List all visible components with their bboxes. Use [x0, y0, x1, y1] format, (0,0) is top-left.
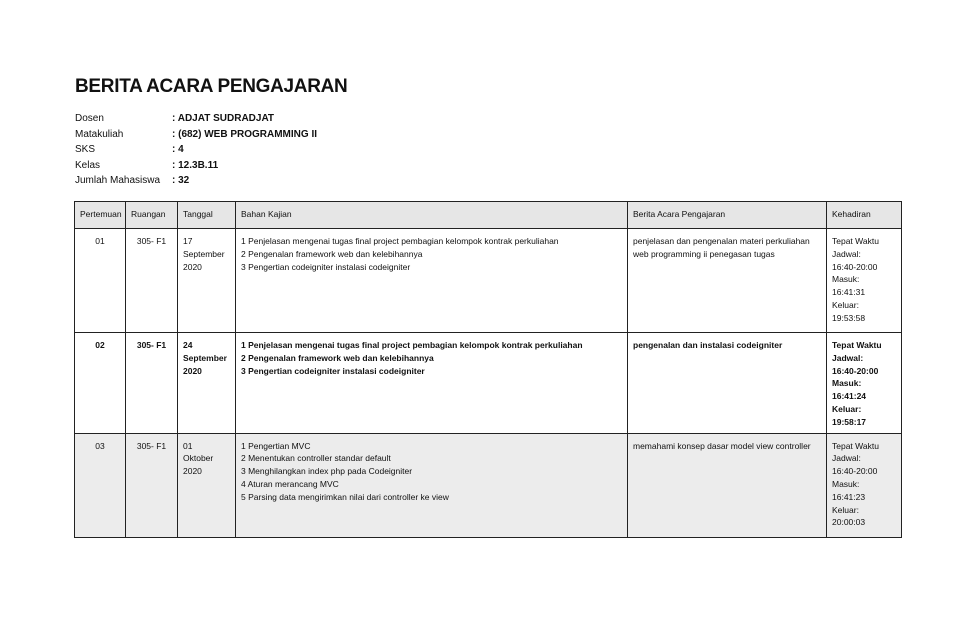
header-ruangan: Ruangan [126, 202, 178, 229]
kehadiran-keluar-label: Keluar: [832, 299, 859, 310]
bahan-item: 1 Pengertian MVC [241, 440, 311, 451]
cell-ruangan: 305- F1 [126, 433, 178, 537]
kehadiran-jadwal-value: 16:40-20:00 [832, 466, 878, 477]
tanggal-month: September [183, 248, 225, 259]
kehadiran-keluar-label: Keluar: [832, 403, 862, 414]
header-berita-acara: Berita Acara Pengajaran [628, 202, 827, 229]
cell-bahan-kajian [236, 333, 628, 434]
tanggal-day: 01 [183, 440, 193, 451]
jumlah-mahasiswa-label: Jumlah Mahasiswa [75, 175, 161, 186]
tanggal-month: September [183, 352, 227, 363]
kehadiran-jadwal-value: 16:40-20:00 [832, 365, 879, 376]
info-row-kelas [75, 158, 317, 174]
kehadiran-jadwal-label: Jadwal: [832, 352, 864, 363]
matakuliah-label: Matakuliah [75, 128, 124, 140]
kehadiran-masuk-label: Masuk: [832, 478, 860, 489]
dosen-label: Dosen [75, 113, 104, 124]
info-row-dosen [75, 111, 317, 127]
sks-value: : 4 [172, 144, 184, 155]
course-info [75, 111, 317, 189]
kelas-value: : 12.3B.11 [172, 159, 219, 171]
bahan-item: 5 Parsing data mengirimkan nilai dari controller ke view [241, 491, 449, 502]
kehadiran-jadwal-label: Jadwal: [832, 248, 861, 259]
cell-kehadiran [827, 333, 902, 434]
cell-kehadiran [827, 229, 902, 333]
cell-pertemuan: 03 [75, 433, 126, 537]
kehadiran-masuk-value: 16:41:24 [832, 391, 867, 402]
tanggal-year: 2020 [183, 365, 202, 376]
tanggal-year: 2020 [183, 466, 202, 477]
kehadiran-status: Tepat Waktu [832, 440, 879, 451]
tanggal-month: Oktober [183, 453, 214, 464]
sks-label: SKS [75, 144, 96, 155]
cell-berita-acara: memahami konsep dasar model view controller [628, 433, 827, 537]
tanggal-day: 24 [183, 340, 193, 350]
info-row-sks [75, 142, 317, 158]
cell-tanggal [178, 229, 236, 333]
cell-berita-acara: pengenalan dan instalasi codeigniter [628, 333, 827, 434]
cell-pertemuan: 01 [75, 229, 126, 333]
dosen-value: : ADJAT SUDRADJAT [172, 113, 275, 124]
kehadiran-jadwal-label: Jadwal: [832, 453, 861, 464]
kehadiran-keluar-value: 20:00:03 [832, 517, 866, 528]
table-row [75, 229, 902, 333]
bahan-item: 1 Penjelasan mengenai tugas final project pembagian kelompok kontrak perkuliahan [241, 340, 583, 350]
bahan-item: 3 Pengertian codeigniter instalasi codeigniter [241, 261, 411, 272]
cell-tanggal [178, 433, 236, 537]
kehadiran-masuk-label: Masuk: [832, 274, 860, 285]
table-row [75, 433, 902, 537]
kelas-label: Kelas [75, 159, 101, 171]
kehadiran-masuk-value: 16:41:31 [832, 287, 866, 298]
cell-tanggal [178, 333, 236, 434]
header-tanggal: Tanggal [178, 202, 236, 229]
cell-bahan-kajian [236, 433, 628, 537]
info-row-jumlah-mahasiswa [75, 173, 317, 189]
header-bahan-kajian: Bahan Kajian [236, 202, 628, 229]
cell-ruangan: 305- F1 [126, 229, 178, 333]
kehadiran-jadwal-value: 16:40-20:00 [832, 261, 878, 272]
page-title: BERITA ACARA PENGAJARAN [75, 76, 348, 97]
kehadiran-masuk-value: 16:41:23 [832, 491, 866, 502]
bahan-item: 2 Pengenalan framework web dan kelebihannya [241, 352, 434, 363]
bahan-item: 3 Pengertian codeigniter instalasi codeigniter [241, 365, 425, 376]
teaching-log-table [74, 201, 902, 538]
bahan-item: 3 Menghilangkan index php pada Codeigniter [241, 466, 413, 477]
cell-bahan-kajian [236, 229, 628, 333]
cell-ruangan: 305- F1 [126, 333, 178, 434]
cell-berita-acara: penjelasan dan pengenalan materi perkuliahan web programming ii penegasan tugas [628, 229, 827, 333]
info-row-matakuliah [75, 127, 317, 143]
kehadiran-keluar-label: Keluar: [832, 504, 859, 515]
header-pertemuan: Pertemuan [75, 202, 126, 229]
jumlah-mahasiswa-value: : 32 [172, 175, 190, 186]
header-kehadiran: Kehadiran [827, 202, 902, 229]
bahan-item: 1 Penjelasan mengenai tugas final project pembagian kelompok kontrak perkuliahan [241, 236, 559, 246]
cell-pertemuan: 02 [75, 333, 126, 434]
tanggal-year: 2020 [183, 261, 202, 272]
kehadiran-masuk-label: Masuk: [832, 378, 862, 389]
cell-kehadiran [827, 433, 902, 537]
matakuliah-value: : (682) WEB PROGRAMMING II [172, 128, 318, 140]
kehadiran-keluar-value: 19:53:58 [832, 312, 866, 323]
kehadiran-status: Tepat Waktu [832, 236, 879, 246]
kehadiran-keluar-value: 19:58:17 [832, 416, 867, 427]
tanggal-day: 17 [183, 236, 193, 246]
kehadiran-status: Tepat Waktu [832, 340, 882, 350]
bahan-item: 4 Aturan merancang MVC [241, 478, 339, 489]
table-header-row [75, 202, 902, 229]
bahan-item: 2 Menentukan controller standar default [241, 453, 391, 464]
table-row [75, 333, 902, 434]
bahan-item: 2 Pengenalan framework web dan kelebihannya [241, 248, 423, 259]
